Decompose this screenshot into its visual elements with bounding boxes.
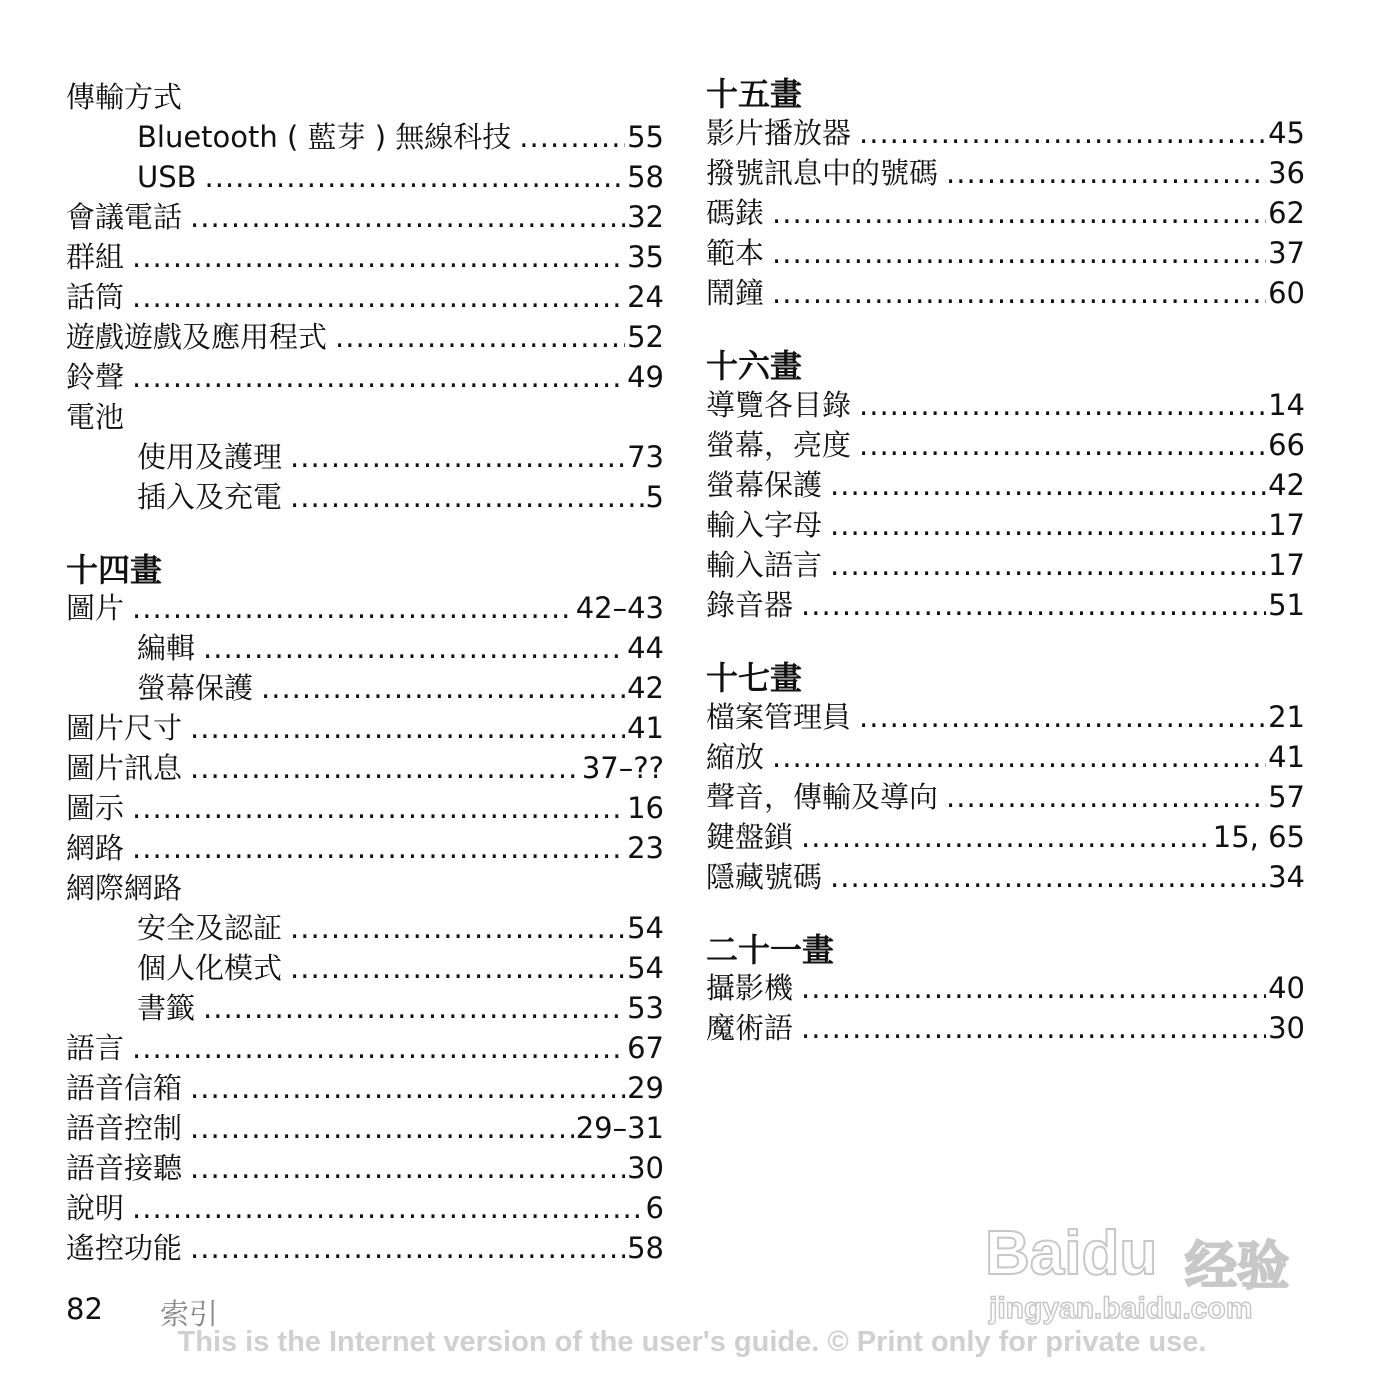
index-subentry [137, 625, 664, 665]
entry-page-number: 58 [627, 160, 664, 194]
entry-label: 檔案管理員 [706, 700, 852, 734]
index-entry [706, 1005, 1305, 1045]
entry-label: 圖片訊息 [66, 751, 183, 785]
index-entry [706, 150, 1305, 190]
index-entry [706, 542, 1305, 582]
entry-page-number: 30 [1268, 1011, 1305, 1045]
entry-label: 安全及認証 [137, 911, 283, 945]
section-heading: 十四畫 [66, 551, 163, 589]
entry-label: 話筒 [66, 280, 125, 314]
leader-dots [190, 1111, 574, 1145]
entry-page-number: 34 [1268, 860, 1305, 894]
index-subentry [137, 985, 664, 1025]
index-entry [66, 1145, 664, 1185]
entry-page-number: 29–31 [575, 1111, 664, 1145]
leader-dots [830, 468, 1266, 502]
entry-page-number: 17 [1268, 508, 1305, 542]
entry-label: 遙控功能 [66, 1231, 183, 1265]
leader-dots [772, 740, 1266, 774]
leader-dots [772, 276, 1266, 310]
entry-label: 網際網路 [66, 871, 183, 905]
entry-label: 語音接聽 [66, 1151, 183, 1185]
entry-label: 圖示 [66, 791, 125, 825]
index-entry [706, 694, 1305, 734]
index-entry [66, 1105, 664, 1145]
entry-label: 鈴聲 [66, 360, 125, 394]
leader-dots [290, 951, 625, 985]
leader-dots [830, 508, 1266, 542]
entry-page-number: 14 [1268, 388, 1305, 422]
entry-label: 圖片尺寸 [66, 711, 183, 745]
leader-dots [830, 860, 1266, 894]
index-entry [706, 270, 1305, 310]
entry-page-number: 52 [627, 320, 664, 354]
index-entry [66, 1065, 664, 1105]
entry-label: 會議電話 [66, 200, 183, 234]
entry-label: 傳輸方式 [66, 80, 183, 114]
leader-dots [203, 631, 625, 665]
entry-label: 螢幕保護 [706, 468, 823, 502]
entry-label: 縮放 [706, 740, 765, 774]
entry-label: 影片播放器 [706, 116, 852, 150]
entry-label: 魔術語 [706, 1011, 794, 1045]
entry-page-number: 53 [627, 991, 664, 1025]
index-entry [706, 582, 1305, 622]
index-entry [66, 1185, 664, 1225]
entry-page-number: 73 [627, 440, 664, 474]
watermark-brand-cn: 经验 [1185, 1237, 1290, 1297]
index-entry [66, 1025, 664, 1065]
entry-label: 鬧鐘 [706, 276, 765, 310]
leader-dots [205, 160, 626, 194]
index-subentry [137, 905, 664, 945]
index-entry [706, 965, 1305, 1005]
leader-dots [801, 588, 1266, 622]
index-entry [66, 865, 664, 905]
entry-page-number: 66 [1268, 428, 1305, 462]
leader-dots [261, 671, 625, 705]
entry-label: 輸入語言 [706, 548, 823, 582]
index-entry [66, 745, 664, 785]
index-entry [706, 422, 1305, 462]
index-entry [706, 190, 1305, 230]
index-entry [66, 705, 664, 745]
section-heading: 二十一畫 [706, 931, 835, 969]
entry-label: 碼錶 [706, 196, 765, 230]
leader-dots [190, 1151, 625, 1185]
index-subentry [137, 434, 664, 474]
leader-dots [190, 711, 625, 745]
baidu-jingyan-watermark [975, 1180, 1305, 1330]
entry-label: 聲音，傳輸及導向 [706, 780, 939, 814]
leader-dots [132, 240, 625, 274]
index-subentry [137, 154, 664, 194]
entry-label: USB [137, 160, 197, 194]
leader-dots [859, 388, 1266, 422]
index-entry [66, 194, 664, 234]
index-entry [66, 825, 664, 865]
footer-section-title: 索引 [160, 1297, 219, 1331]
leader-dots [132, 360, 625, 394]
leader-dots [859, 116, 1266, 150]
entry-page-number: 41 [627, 711, 664, 745]
leader-dots [859, 700, 1266, 734]
entry-page-number: 16 [627, 791, 664, 825]
leader-dots [132, 1191, 644, 1225]
entry-page-number: 5 [645, 480, 664, 514]
entry-page-number: 6 [645, 1191, 664, 1225]
leader-dots [772, 196, 1266, 230]
section-heading: 十五畫 [706, 75, 803, 113]
entry-label: 隱藏號碼 [706, 860, 823, 894]
index-entry [706, 230, 1305, 270]
leader-dots [801, 820, 1211, 854]
leader-dots [190, 1231, 625, 1265]
entry-page-number: 37 [1268, 236, 1305, 270]
entry-label: Bluetooth ( 藍芽 ) 無線科技 [137, 120, 512, 154]
entry-label: 遊戲遊戲及應用程式 [66, 320, 328, 354]
index-subentry [137, 114, 664, 154]
section-heading: 十七畫 [706, 659, 803, 697]
entry-label: 網路 [66, 831, 125, 865]
entry-page-number: 49 [627, 360, 664, 394]
leader-dots [801, 1011, 1266, 1045]
footer-copyright-note: This is the Internet version of the user's guide. © Print only for private use. [177, 1326, 1207, 1358]
leader-dots [519, 120, 625, 154]
index-entry [66, 785, 664, 825]
leader-dots [190, 200, 625, 234]
entry-label: 語音控制 [66, 1111, 183, 1145]
leader-dots [290, 480, 644, 514]
leader-dots [132, 791, 625, 825]
index-entry [706, 382, 1305, 422]
entry-page-number: 67 [627, 1031, 664, 1065]
leader-dots [132, 280, 625, 314]
entry-page-number: 57 [1268, 780, 1305, 814]
page-number: 82 [66, 1292, 103, 1326]
entry-label: 錄音器 [706, 588, 794, 622]
leader-dots [772, 236, 1266, 270]
entry-label: 螢幕保護 [137, 671, 254, 705]
entry-label: 圖片 [66, 591, 125, 625]
index-entry [66, 274, 664, 314]
entry-page-number: 54 [627, 951, 664, 985]
entry-page-number: 15, 65 [1212, 820, 1305, 854]
entry-page-number: 30 [627, 1151, 664, 1185]
leader-dots [335, 320, 625, 354]
entry-page-number: 40 [1268, 971, 1305, 1005]
leader-dots [290, 440, 625, 474]
leader-dots [190, 751, 580, 785]
watermark-url: jingyan.baidu.com [989, 1292, 1253, 1325]
index-entry [66, 585, 664, 625]
entry-page-number: 42–43 [575, 591, 664, 625]
entry-page-number: 29 [627, 1071, 664, 1105]
index-entry [66, 1225, 664, 1265]
index-entry [706, 110, 1305, 150]
entry-page-number: 60 [1268, 276, 1305, 310]
entry-page-number: 51 [1268, 588, 1305, 622]
index-entry [706, 854, 1305, 894]
entry-page-number: 45 [1268, 116, 1305, 150]
leader-dots [859, 428, 1266, 462]
entry-page-number: 42 [627, 671, 664, 705]
index-entry [706, 502, 1305, 542]
entry-page-number: 21 [1268, 700, 1305, 734]
entry-label: 攝影機 [706, 971, 794, 1005]
entry-label: 編輯 [137, 631, 196, 665]
entry-label: 群組 [66, 240, 125, 274]
entry-label: 範本 [706, 236, 765, 270]
index-entry [706, 774, 1305, 814]
index-entry [706, 734, 1305, 774]
entry-page-number: 62 [1268, 196, 1305, 230]
entry-label: 鍵盤鎖 [706, 820, 794, 854]
section-heading: 十六畫 [706, 347, 803, 385]
entry-label: 語音信箱 [66, 1071, 183, 1105]
index-entry [66, 234, 664, 274]
entry-page-number: 37–?? [581, 751, 664, 785]
leader-dots [132, 591, 574, 625]
leader-dots [190, 1071, 625, 1105]
leader-dots [132, 831, 625, 865]
entry-label: 語言 [66, 1031, 125, 1065]
index-subentry [137, 945, 664, 985]
entry-page-number: 55 [627, 120, 664, 154]
entry-label: 個人化模式 [137, 951, 283, 985]
entry-label: 螢幕，亮度 [706, 428, 852, 462]
entry-page-number: 42 [1268, 468, 1305, 502]
entry-label: 使用及護理 [137, 440, 283, 474]
leader-dots [830, 548, 1266, 582]
leader-dots [132, 1031, 625, 1065]
index-subentry [137, 665, 664, 705]
leader-dots [946, 780, 1266, 814]
entry-label: 書籤 [137, 991, 196, 1025]
leader-dots [290, 911, 625, 945]
entry-label: 插入及充電 [137, 480, 283, 514]
entry-page-number: 36 [1268, 156, 1305, 190]
watermark-brand: Baidu [985, 1219, 1158, 1288]
entry-page-number: 24 [627, 280, 664, 314]
entry-page-number: 41 [1268, 740, 1305, 774]
entry-page-number: 35 [627, 240, 664, 274]
entry-page-number: 17 [1268, 548, 1305, 582]
leader-dots [203, 991, 625, 1025]
entry-page-number: 44 [627, 631, 664, 665]
leader-dots [801, 971, 1266, 1005]
entry-label: 輸入字母 [706, 508, 823, 542]
entry-label: 撥號訊息中的號碼 [706, 156, 939, 190]
entry-page-number: 32 [627, 200, 664, 234]
entry-page-number: 58 [627, 1231, 664, 1265]
index-entry [66, 354, 664, 394]
index-subentry [137, 474, 664, 514]
entry-label: 導覽各目錄 [706, 388, 852, 422]
entry-page-number: 23 [627, 831, 664, 865]
leader-dots [946, 156, 1266, 190]
index-entry [706, 462, 1305, 502]
index-entry [66, 314, 664, 354]
index-entry [66, 394, 664, 434]
entry-label: 說明 [66, 1191, 125, 1225]
index-entry [66, 74, 664, 114]
entry-label: 電池 [66, 400, 125, 434]
entry-page-number: 54 [627, 911, 664, 945]
index-entry [706, 814, 1305, 854]
